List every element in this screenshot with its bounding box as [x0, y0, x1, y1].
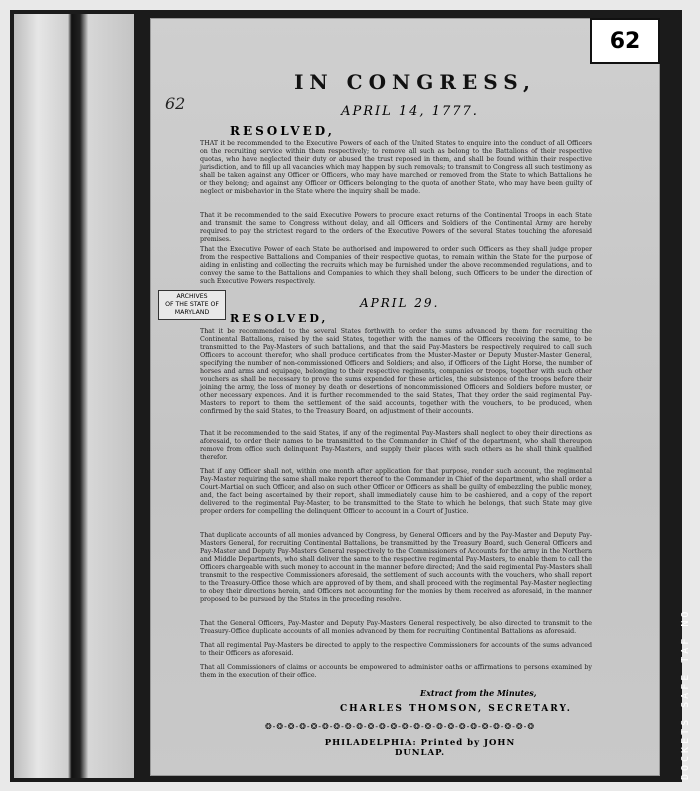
stamp-line2: OF THE STATE OF — [165, 301, 219, 308]
paragraph: That it be recommended to the said States, if any of the regimental Pay-Masters shall neglect to obey their directions as aforesaid, to order their names to be transmitted to the Commander in Chief of the department, who shall thereupon remove from office such delinquent Pay-Masters, and supply their places with such others as he shall think qualified therefor. — [200, 430, 592, 461]
paragraph: THAT it be recommended to the Executive Powers of each of the United States to enquire into the conduct of all Officers on the recruiting service within them respectively; to remove all such as belong to the Battalions of their respective quotas, who have neglected their duty or abused the trust reposed in them, and shall be found within their respective jurisdiction, and to fill up all vacancies which may happen by such removals; to transmit to Congress all such testimony as shall be taken against any Officer or Officers, who may have marched or removed from the State to which Battalions he or they belong; and against any Officer or Officers belonging to the quota of another State, who may have been guilty of neglect or misbehavior in the State where the inquiry shall be made. — [200, 140, 592, 195]
printer-imprint: PHILADELPHIA: Printed by JOHN DUNLAP. — [324, 738, 516, 758]
document-title: IN CONGRESS, — [294, 70, 536, 94]
paragraph: That if any Officer shall not, within one month after application for that purpose, render such account, the regimental Pay-Master requiring the same shall make report thereof to the Commander in Chief of the department, who shall order a Court-Martial on such Officer, and also on such other Officer or Officers as shall be guilty of embezzling the public money, and, the fact being ascertained by their report, shall immediately cause him to be cashiered, and a copy of the report delivered to the regimental Pay-Master, to be transmitted to the State to which he belongs, that such State may give proper orders for compelling the delinquent Officer to account in a Court of Justice. — [200, 468, 592, 515]
stamp-line1: ARCHIVES — [176, 293, 208, 300]
paragraph: That the Executive Power of each State be authorised and impowered to order such Officers as they shall judge proper from the respective Battalions and Companies of their respective quotas, to remain within the State for the purpose of aiding in enlisting and collecting the recruits which may be furnished under the above recommended regulations, and to convey the same to the Battalions and Companies to which they shall belong, such Officers to be under the direction of such Executive Powers respectively. — [200, 246, 592, 285]
archives-stamp — [158, 290, 226, 320]
paragraph: That duplicate accounts of all monies advanced by Congress, by General Officers and by the Pay-Master and Deputy Pay-Masters General, for recruiting Continental Battalions, be transmitted by the Treasury Board, such General Officers and Pay-Master and Deputy Pay-Masters General respectively to the Commissioners of Accounts for the army in the Northern and Middle Departments, who shall deliver the same to the respective regimental Pay-Masters, to enable them to call the Officers chargeable with such money to account in the manner before directed; And the said regimental Pay-Masters shall transmit to the respective Commissioners aforesaid, the settlement of such accounts with the vouchers, who shall report to the Treasury-Office those which are approved of by them, and shall proceed with the regimental Pay-Master neglecting to obey their directions herein, and Officers not accounting for the monies by them received as aforesaid, in the manner proposed to be pursued by the States in the preceding resolve. — [200, 532, 592, 603]
secretary-signature: CHARLES THOMSON, SECRETARY. — [340, 704, 572, 714]
extracts-note: Extract from the Minutes, — [420, 688, 537, 698]
paragraph: That all Commissioners of claims or accounts be empowered to administer oaths or affirmations to persons examined by them in the execution of their office. — [200, 664, 592, 679]
section-date: APRIL 29. — [360, 296, 440, 310]
resolved-heading-2: RESOLVED, — [230, 312, 329, 325]
resolved-heading: RESOLVED, — [230, 124, 335, 138]
handwritten-number: 62 — [165, 94, 186, 113]
stamp-line3: MARYLAND — [174, 309, 210, 316]
ornament-rule: ❂-❂-❂-❂-❂-❂-❂-❂-❂-❂-❂-❂-❂-❂-❂-❂-❂-❂-❂-❂-❂-❂-❂-❂ — [264, 722, 536, 731]
page-number-box: 62 — [590, 18, 660, 64]
paragraph: That it be recommended to the several States forthwith to order the sums advanced by them for recruiting the Continental Battalions, raised by the said States, together with the names of the Officers receiving the same, to be transmitted to the Pay-Masters of such battalions, and that the said Pay-Masters be respectively required to call such Officers to account therefor, who shall produce certificates from the Muster-Master or Deputy Muster-Master General, specifying the number of non-commissioned Officers and Soldiers; and also, if Officers of the Light Horse, the number of horses and arms and equipage, belonging to their respective regiments, companies or troops, together with such other vouchers as shall be necessary to prove the sums expended for these articles, the subsistence of the troops before their joining the army, the loss of money by death or desertions of noncommissioned Officers and Soldiers before muster, or other necessary expences. And it is further recommended to the said States, That they order the said regimental Pay-Masters to report to them the settlement of the said accounts, together with the vouchers, to be produced, when confirmed by the said States, to the Treasury Board, on adjustment of their accounts. — [200, 328, 592, 415]
book-spine — [14, 14, 134, 778]
paragraph: That it be recommended to the said Executive Powers to procure exact returns of the Continental Troops in each State and transmit the same to Congress without delay, and all Officers and Soldiers of the Continental Army are hereby required to pay the strictest regard to the orders of the Executive Powers of the several States touching the aforesaid premises. — [200, 212, 592, 243]
margin-text: DOCKETS SAFE TAF NO — [680, 608, 691, 780]
paragraph: That the General Officers, Pay-Master and Deputy Pay-Masters General respectively, be also directed to transmit to the Treasury-Office duplicate accounts of all monies advanced by them for recruiting Continental Battalions as aforesaid. — [200, 620, 592, 635]
document-date: APRIL 14, 1777. — [341, 104, 479, 119]
paragraph: That all regimental Pay-Masters be directed to apply to the respective Commissioners for accounts of the sums advanced to their Officers as aforesaid. — [200, 642, 592, 657]
